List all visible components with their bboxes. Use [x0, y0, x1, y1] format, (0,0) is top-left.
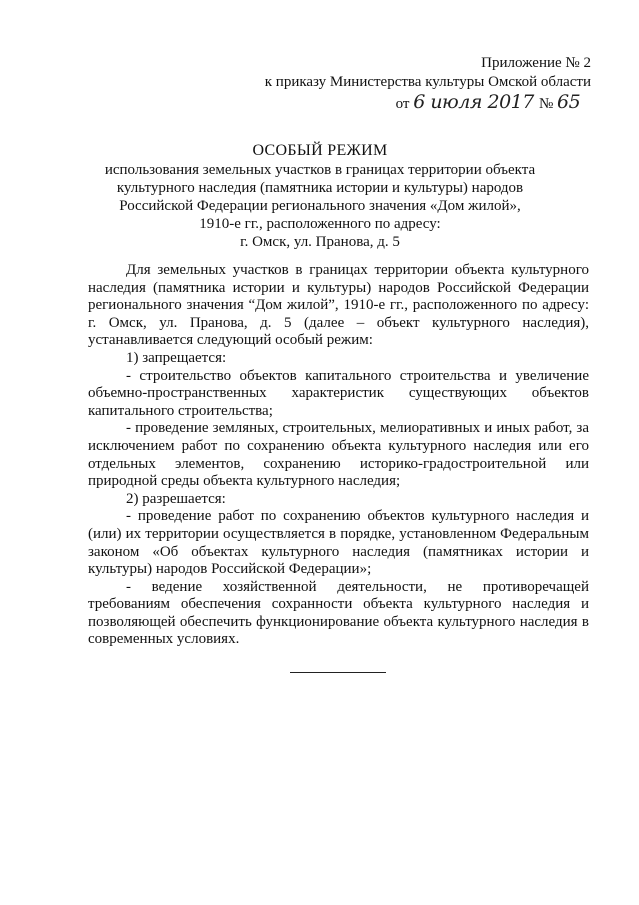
end-divider — [290, 672, 386, 673]
prohibited-item-1: - строительство объектов капитального строительства и увеличение объемно-пространственных характеристик существующих объектов капитального строительства; — [88, 367, 589, 419]
document-title — [70, 142, 570, 251]
allowed-item-1: - проведение работ по сохранению объектов культурного наследия и (или) их территории осуществляется в порядке, установленном Федеральным законом «Об объектах культурного наследия (памятниках истории и культуры) народов Российской Федерации»; — [88, 508, 589, 578]
order-date-line — [265, 93, 591, 114]
order-reference: к приказу Министерства культуры Омской области — [264, 74, 591, 90]
title-main: ОСОБЫЙ РЕЖИМ — [252, 142, 388, 159]
intro-paragraph: Для земельных участков в границах территории объекта культурного наследия (памятника истории и культуры) народов Российской Федерации регионального значения “Дом жилой”, 1910-е гг., расположенного по адресу: г. Омск, ул. Пранова, д. 5 (далее – объект культурного наследия), устанавливается следующий особый режим: — [88, 262, 589, 349]
document-body — [88, 262, 589, 649]
title-line: 1910-е гг., расположенного по адресу: — [199, 216, 441, 232]
allowed-heading: 2) разрешается: — [126, 490, 226, 507]
appendix-number: Приложение № 2 — [481, 55, 591, 71]
number-prefix: № — [538, 96, 554, 112]
title-line: культурного наследия (памятника истории и культуры) народов — [116, 180, 524, 196]
title-line: использования земельных участков в границах территории объекта — [104, 162, 536, 178]
title-line: Российской Федерации регионального значения «Дом жилой», — [119, 198, 521, 214]
appendix-header — [265, 54, 591, 114]
handwritten-date: 6 июля 2017 — [413, 91, 534, 113]
allowed-item-2: - ведение хозяйственной деятельности, не противоречащей требованиям обеспечения сохранности объекта культурного наследия и позволяющей обеспечить функционирование объекта культурного наследия в современных условиях. — [88, 578, 589, 648]
date-prefix: от — [395, 96, 410, 112]
handwritten-order-number: 65 — [557, 91, 581, 113]
title-line: г. Омск, ул. Пранова, д. 5 — [240, 234, 400, 250]
prohibited-item-2: - проведение земляных, строительных, мелиоративных и иных работ, за исключением работ по сохранению объекта культурного наследия или его отдельных элементов, сохранению историко-градостроительной или природной среды объекта культурного наследия; — [88, 420, 589, 490]
prohibited-heading: 1) запрещается: — [126, 349, 227, 366]
